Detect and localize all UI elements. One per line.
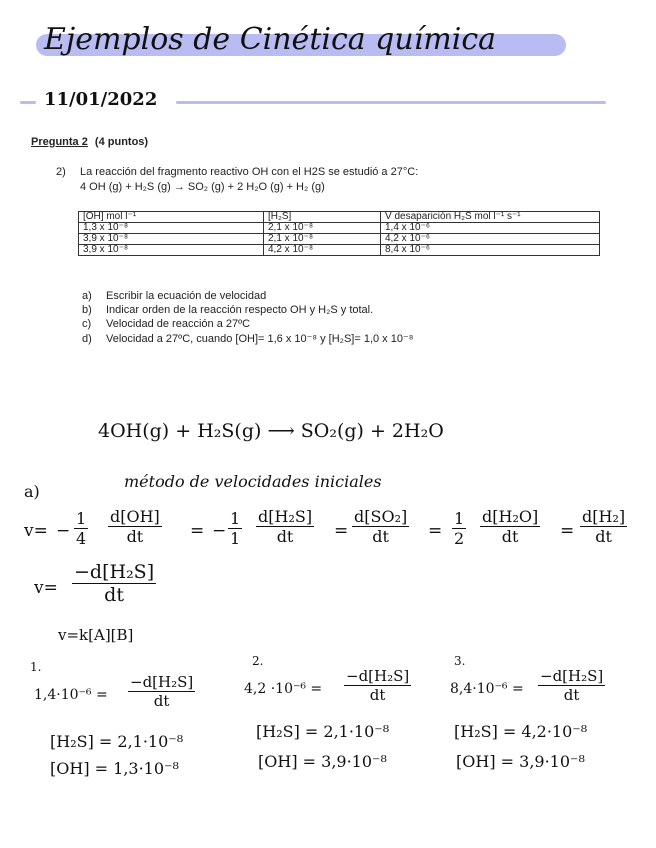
fraction-denominator: dt <box>369 685 386 704</box>
fraction-d-h2 <box>580 508 627 546</box>
question-points: (4 puntos) <box>94 136 149 148</box>
exp3-oh: [OH] = 3,9·10⁻⁸ <box>456 752 585 771</box>
table-cell: 4,2 x 10⁻⁸ <box>264 245 381 256</box>
fraction-d-h2o <box>480 508 540 546</box>
fraction-denominator: dt <box>563 685 580 704</box>
fraction-numerator: −d[H₂S] <box>74 561 155 583</box>
list-item <box>82 318 250 330</box>
exp3-fraction <box>538 668 605 704</box>
fraction-denominator: 4 <box>76 528 87 548</box>
table-cell: 1,4 x 10⁻⁶ <box>381 223 600 234</box>
question-statement: La reacción del fragmento reactivo OH con el H2S se estudió a 27°C: <box>80 166 419 178</box>
exp1-oh: [OH] = 1,3·10⁻⁸ <box>50 759 179 778</box>
exp2-number: 2. <box>252 654 264 668</box>
date-line-right <box>176 101 606 104</box>
fraction-denominator: dt <box>276 526 294 546</box>
fraction-numerator: 1 <box>76 509 87 528</box>
fraction-numerator: −d[H₂S] <box>130 673 194 691</box>
table-row <box>79 223 600 234</box>
equals-sign: = <box>334 521 349 541</box>
table-cell: 4,2 x 10⁻⁶ <box>381 234 600 245</box>
table-cell: 2,1 x 10⁻⁸ <box>264 234 381 245</box>
fraction-denominator: 1 <box>230 528 241 548</box>
fraction-d-so2 <box>352 508 409 546</box>
fraction-numerator: d[H₂] <box>582 507 626 526</box>
list-item-label: a) <box>82 290 92 302</box>
exp2-oh: [OH] = 3,9·10⁻⁸ <box>258 752 387 771</box>
list-item-text: Escribir la ecuación de velocidad <box>106 290 267 302</box>
table-cell: 3,9 x 10⁻⁸ <box>79 234 264 245</box>
exp3-h2s: [H₂S] = 4,2·10⁻⁸ <box>454 722 588 741</box>
exp1-velocity: 1,4·10⁻⁶ = <box>34 687 108 703</box>
date: 11/01/2022 <box>44 89 158 110</box>
rate-sign-2: − <box>212 521 227 541</box>
equals-sign: = <box>560 521 575 541</box>
fraction-numerator: −d[H₂S] <box>540 667 604 685</box>
fraction-denominator: dt <box>595 526 612 546</box>
exp3-number: 3. <box>454 654 466 668</box>
fraction-numerator: d[OH] <box>110 507 160 526</box>
exp2-velocity: 4,2 ·10⁻⁶ = <box>244 681 323 697</box>
fraction-1-4 <box>74 510 88 548</box>
list-item <box>82 290 266 302</box>
fraction-numerator: d[H₂S] <box>258 507 313 526</box>
fraction-denominator: dt <box>104 583 124 606</box>
list-item <box>82 332 413 345</box>
table-cell: 1,3 x 10⁻⁸ <box>79 223 264 234</box>
list-item-text: Velocidad de reacción a 27ºC <box>106 318 251 330</box>
data-table <box>78 211 600 256</box>
exp1-number: 1. <box>30 660 42 674</box>
rate-v: v= <box>24 521 48 541</box>
fraction-1-2 <box>452 510 466 548</box>
table-cell: 3,9 x 10⁻⁸ <box>79 245 264 256</box>
list-item <box>82 304 373 316</box>
rate-law: v=k[A][B] <box>58 626 134 644</box>
notes-reaction: 4OH(g) + H₂S(g) ⟶ SO₂(g) + 2H₂O <box>98 420 444 442</box>
equals-sign: = <box>190 521 205 541</box>
exp2-h2s: [H₂S] = 2,1·10⁻⁸ <box>256 722 390 741</box>
table-header-rate: V desaparición H₂S mol l⁻¹ s⁻¹ <box>381 212 600 223</box>
exp1-fraction <box>128 674 195 710</box>
fraction-denominator: dt <box>501 526 519 546</box>
list-item-text: Indicar orden de la reacción respecto OH y H₂S y total. <box>106 304 374 316</box>
fraction-d-oh <box>108 508 162 546</box>
method-title: método de velocidades iniciales <box>124 472 382 491</box>
fraction-d-h2s <box>256 508 314 546</box>
list-item-label: d) <box>82 333 92 345</box>
fraction-numerator: d[H₂O] <box>482 507 539 526</box>
fraction-numerator: −d[H₂S] <box>346 667 410 685</box>
table-header-row <box>79 212 600 223</box>
rate-sign-1: − <box>56 521 71 541</box>
table-row <box>79 234 600 245</box>
list-item-text: Velocidad a 27ºC, cuando [OH]= 1,6 x 10⁻⁸ y [H₂S]= 1,0 x 10⁻⁸ <box>106 333 414 345</box>
table-header-oh: [OH] mol l⁻¹ <box>79 212 264 223</box>
date-line-left <box>20 101 36 104</box>
fraction-denominator: dt <box>126 526 144 546</box>
question-heading <box>31 136 148 148</box>
question-reaction: 4 OH (g) + H₂S (g) → SO₂ (g) + 2 H₂O (g) + H₂ (g) <box>80 181 325 193</box>
fraction-numerator: d[SO₂] <box>354 507 408 526</box>
list-item-label: b) <box>82 304 92 316</box>
page-title: Ejemplos de Cinética química <box>44 22 497 57</box>
fraction-denominator: 2 <box>454 528 465 548</box>
table-row <box>79 245 600 256</box>
equals-sign: = <box>428 521 443 541</box>
v2-lhs: v= <box>34 578 58 598</box>
table-cell: 8,4 x 10⁻⁶ <box>381 245 600 256</box>
exp1-h2s: [H₂S] = 2,1·10⁻⁸ <box>50 732 184 751</box>
fraction-denominator: dt <box>372 526 389 546</box>
fraction-numerator: 1 <box>230 509 241 528</box>
part-a-label: a) <box>24 482 40 501</box>
exp2-fraction <box>344 668 411 704</box>
question-item-number: 2) <box>56 166 66 178</box>
fraction-1-1 <box>228 510 242 548</box>
fraction-numerator: 1 <box>454 509 465 528</box>
question-number-title: Pregunta 2 <box>31 136 88 148</box>
table-header-h2s: [H₂S] <box>264 212 381 223</box>
exp3-velocity: 8,4·10⁻⁶ = <box>450 681 524 697</box>
fraction-denominator: dt <box>153 691 170 710</box>
list-item-label: c) <box>82 318 92 330</box>
fraction-v2 <box>72 562 156 607</box>
table-cell: 2,1 x 10⁻⁸ <box>264 223 381 234</box>
